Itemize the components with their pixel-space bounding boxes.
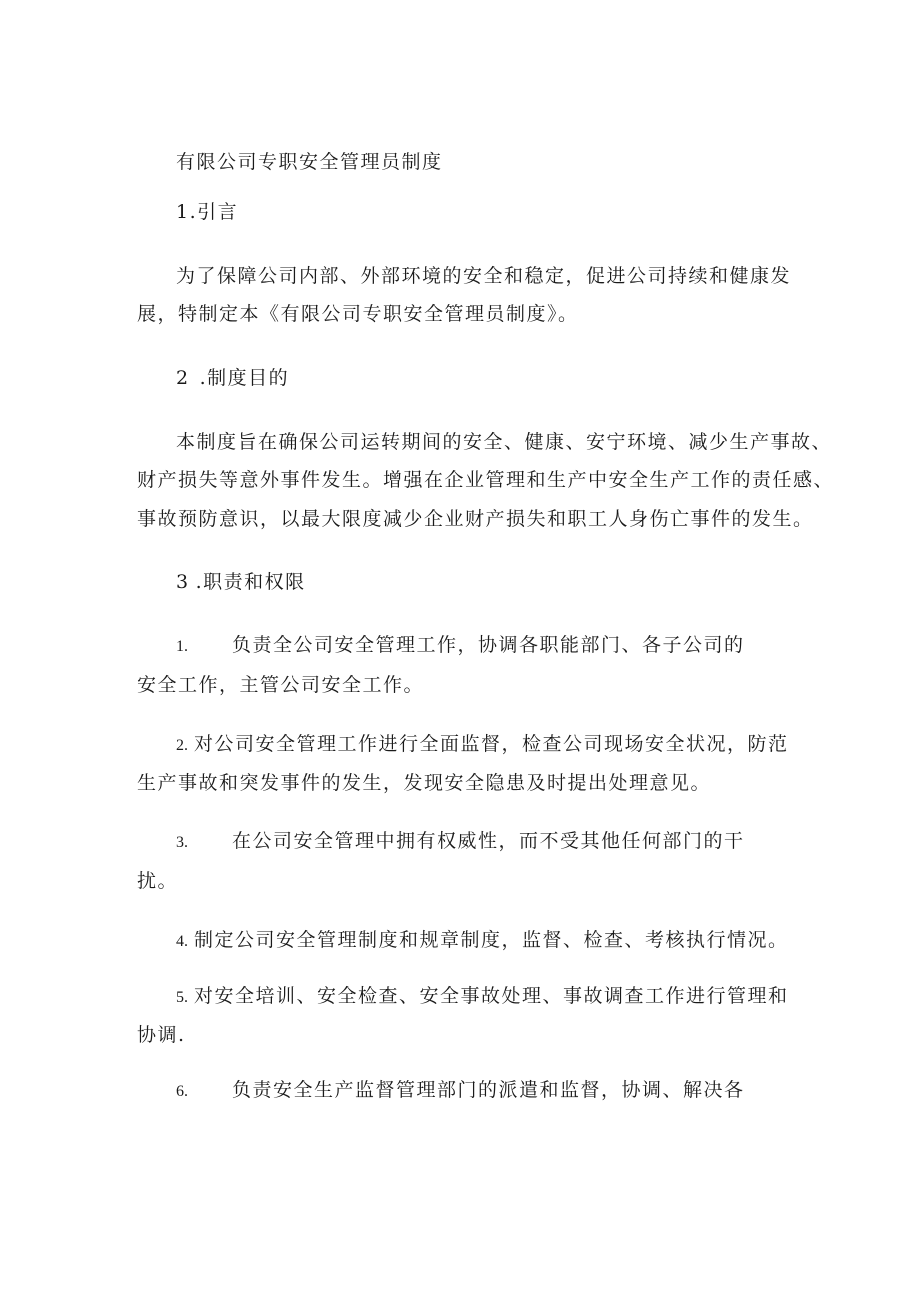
purpose-paragraph-line-3: 事故预防意识，以最大限度减少企业财产损失和职工人身伤亡事件的发生。 [137, 508, 814, 530]
duty-item-4-line-1 [176, 928, 789, 954]
duty-item-3-line-2: 扰。 [137, 870, 179, 892]
duty-item-number: 1. [176, 638, 188, 655]
duty-item-3-line-1 [176, 829, 745, 855]
intro-paragraph-line-2: 展，特制定本《有限公司专职安全管理员制度》。 [137, 303, 579, 325]
document-title: 有限公司专职安全管理员制度 [176, 151, 443, 173]
duty-item-text: 负责全公司安全管理工作，协调各职能部门、各子公司的 [232, 634, 745, 656]
duty-item-number: 6. [176, 1083, 188, 1100]
section-heading-text: .制度目的 [199, 367, 290, 389]
section-heading-number: 3 [176, 571, 190, 593]
duty-item-1-line-2: 安全工作，主管公司安全工作。 [137, 674, 425, 696]
duty-item-5-line-2: 协调. [137, 1024, 186, 1046]
duty-item-1-line-1 [176, 633, 745, 659]
purpose-paragraph-line-2: 财产损失等意外事件发生。增强在企业管理和生产中安全生产工作的责任感、 [137, 469, 835, 491]
intro-paragraph-line-1: 为了保障公司内部、外部环境的安全和稳定，促进公司持续和健康发 [176, 265, 792, 287]
duty-item-number: 4. [176, 933, 188, 950]
duty-item-2-line-2: 生产事故和突发事件的发生，发现安全隐患及时提出处理意见。 [137, 772, 712, 794]
duty-item-text: 在公司安全管理中拥有权威性，而不受其他任何部门的干 [232, 830, 745, 852]
section-heading-text: .职责和权限 [195, 571, 306, 593]
duty-item-number: 2. [176, 737, 188, 754]
section-heading-intro: 1.引言 [176, 201, 239, 223]
duty-item-text: 对公司安全管理工作进行全面监督，检查公司现场安全状况，防范 [194, 733, 789, 755]
duty-item-text: 对安全培训、安全检查、安全事故处理、事故调查工作进行管理和 [194, 985, 789, 1007]
duty-item-5-line-1 [176, 984, 789, 1010]
duty-item-2-line-1 [176, 732, 789, 758]
section-heading-purpose [176, 366, 289, 390]
duty-item-number: 3. [176, 834, 188, 851]
section-heading-number: 2 [176, 367, 190, 389]
duty-item-text: 制定公司安全管理制度和规章制度，监督、检查、考核执行情况。 [194, 929, 789, 951]
duty-item-number: 5. [176, 989, 188, 1006]
duty-item-6-line-1 [176, 1078, 745, 1104]
purpose-paragraph-line-1: 本制度旨在确保公司运转期间的安全、健康、安宁环境、减少生产事故、 [176, 431, 833, 453]
duty-item-text: 负责安全生产监督管理部门的派遣和监督，协调、解决各 [232, 1079, 745, 1101]
section-heading-duties [176, 570, 306, 594]
